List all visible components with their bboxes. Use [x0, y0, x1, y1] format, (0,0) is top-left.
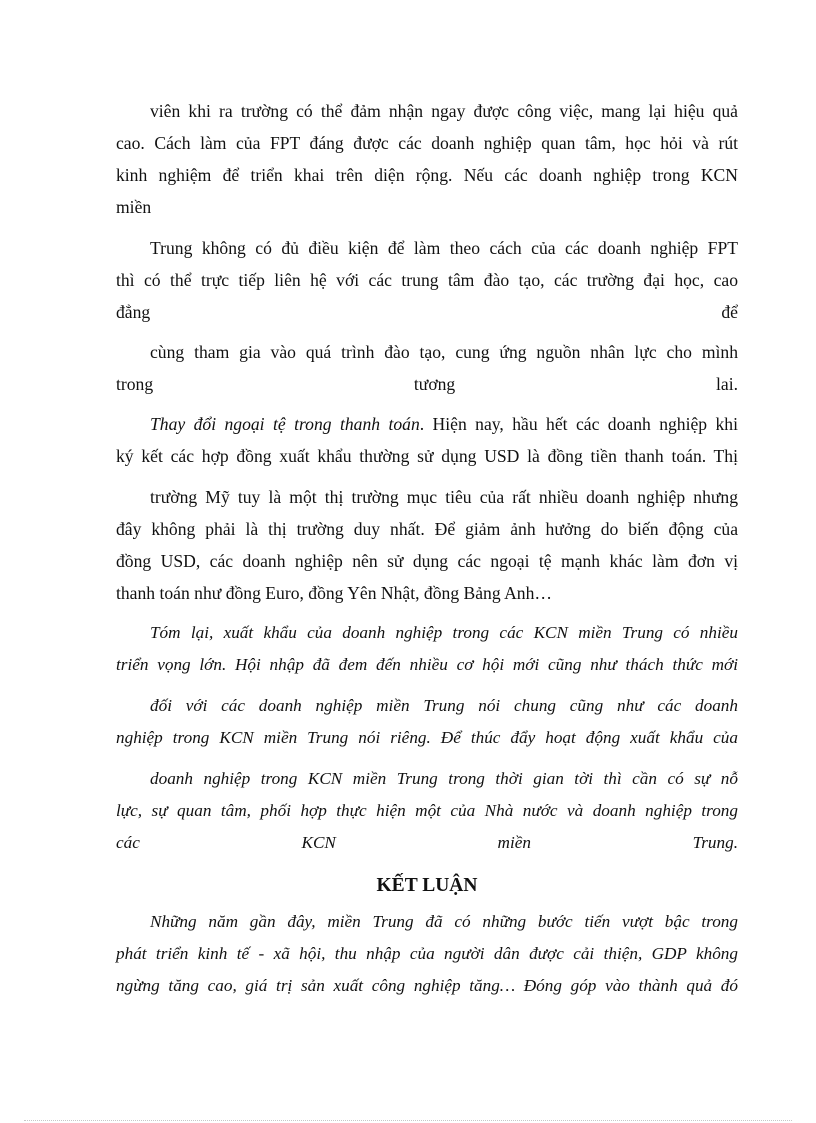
paragraph-1-line-4: miền — [116, 197, 152, 217]
paragraph-2-line-1: Trung không có đủ điều kiện để làm theo cách của các doanh nghiệp FPT — [150, 238, 738, 258]
section-heading: KẾT LUẬN — [376, 875, 478, 896]
paragraph-1-line-3: kinh nghiệm để triển khai trên diện rộng. Nếu các doanh nghiệp trong KCN — [116, 165, 738, 185]
paragraph-5-line-4: thanh toán như đồng Euro, đồng Yên Nhật, đồng Bảng Anh… — [116, 583, 552, 603]
paragraph-7-line-1: đối với các doanh nghiệp miền Trung nói chung cũng như các doanh — [150, 696, 738, 715]
conclusion-line-3: ngừng tăng cao, giá trị sản xuất công nghiệp tăng… Đóng góp vào thành quả đó — [116, 976, 738, 995]
paragraph-2-line-2: thì có thể trực tiếp liên hệ với các trung tâm đào tạo, các trường đại học, cao — [116, 270, 738, 290]
paragraph-1-line-2: cao. Cách làm của FPT đáng được các doanh nghiệp quan tâm, học hỏi và rút — [116, 133, 738, 153]
paragraph-8-line-3: các KCN miền Trung. — [116, 833, 738, 852]
paragraph-5-line-3: đồng USD, các doanh nghiệp nên sử dụng các ngoại tệ mạnh khác làm đơn vị — [116, 551, 738, 571]
paragraph-6-line-1: Tóm lại, xuất khẩu của doanh nghiệp trong các KCN miền Trung có nhiều — [150, 623, 738, 642]
paragraph-8-line-2: lực, sự quan tâm, phối hợp thực hiện một của Nhà nước và doanh nghiệp trong — [116, 801, 738, 820]
paragraph-8-line-1: doanh nghiệp trong KCN miền Trung trong thời gian tời thì cần có sự nỗ — [150, 769, 738, 788]
paragraph-4-line-1 — [150, 408, 738, 440]
conclusion-line-1: Những năm gần đây, miền Trung đã có những bước tiến vượt bậc trong — [150, 912, 738, 931]
paragraph-5-line-2: đây không phải là thị trường duy nhất. Để giảm ảnh hưởng do biến động của — [116, 519, 738, 539]
paragraph-4-line-2: ký kết các hợp đồng xuất khẩu thường sử dụng USD là đồng tiền thanh toán. Thị — [116, 446, 738, 466]
paragraph-4-lead-rest: . Hiện nay, hầu hết các doanh nghiệp khi — [419, 414, 738, 434]
paragraph-3-line-2: trong tương lai. — [116, 374, 738, 394]
paragraph-6-line-2: triển vọng lớn. Hội nhập đã đem đến nhiều cơ hội mới cũng như thách thức mới — [116, 655, 738, 674]
paragraph-3-line-1: cùng tham gia vào quá trình đào tạo, cung ứng nguồn nhân lực cho mình — [150, 342, 738, 362]
paragraph-1-line-1: viên khi ra trường có thể đảm nhận ngay được công việc, mang lại hiệu quả — [150, 101, 738, 121]
paragraph-2-line-3: đẳng để — [116, 302, 738, 322]
page-bottom-divider — [24, 1120, 792, 1121]
paragraph-4-italic-lead: Thay đổi ngoại tệ trong thanh toán — [150, 414, 420, 434]
conclusion-line-2: phát triển kinh tế - xã hội, thu nhập của người dân được cải thiện, GDP không — [116, 944, 738, 963]
paragraph-5-line-1: trường Mỹ tuy là một thị trường mục tiêu của rất nhiều doanh nghiệp nhưng — [150, 487, 738, 507]
paragraph-7-line-2: nghiệp trong KCN miền Trung nói riêng. Để thúc đẩy hoạt động xuất khẩu của — [116, 728, 738, 747]
